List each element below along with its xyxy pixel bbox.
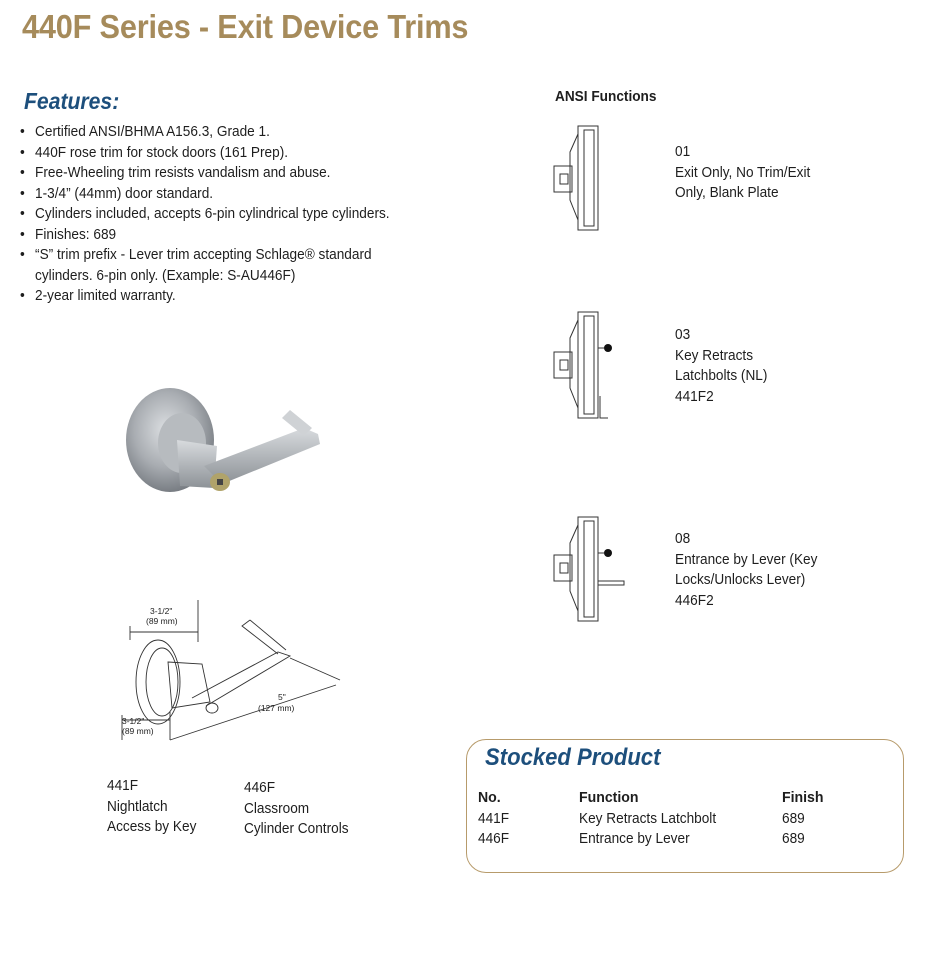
features-list bbox=[20, 122, 480, 307]
lever-trim-photo bbox=[122, 388, 322, 508]
function-01-diagram bbox=[550, 124, 610, 234]
stocked-cell: Entrance by Lever bbox=[579, 831, 690, 847]
depth-label: 5" bbox=[278, 692, 286, 702]
feature-item: • 2-year limited warranty. bbox=[20, 288, 176, 304]
feature-item: • “S” trim prefix - Lever trim accepting Schlage® standard bbox=[20, 247, 372, 263]
width-label: 3-1/2" bbox=[150, 606, 173, 616]
height-label: 3-1/2" bbox=[122, 716, 145, 726]
key-icon bbox=[604, 549, 612, 557]
dimension-drawing bbox=[110, 590, 350, 750]
caption-441f: 441F Nightlatch Access by Key bbox=[107, 778, 197, 835]
stocked-product-heading: Stocked Product bbox=[485, 744, 661, 771]
features-heading: Features: bbox=[24, 88, 120, 114]
function-03-diagram bbox=[550, 310, 620, 426]
feature-item: • Free-Wheeling trim resists vandalism and abuse. bbox=[20, 165, 331, 181]
feature-item: • Finishes: 689 bbox=[20, 226, 117, 243]
stocked-cell: 689 bbox=[782, 810, 805, 827]
height-mm: (89 mm) bbox=[122, 726, 154, 736]
stocked-header-no: No. bbox=[478, 789, 501, 806]
ansi-heading: ANSI Functions bbox=[555, 89, 657, 105]
stocked-header-finish: Finish bbox=[782, 789, 824, 806]
stocked-col-finish bbox=[782, 788, 824, 850]
stocked-header-function: Function bbox=[579, 789, 639, 806]
function-08-diagram bbox=[550, 515, 630, 625]
feature-item-continuation: cylinders. 6-pin only. (Example: S-AU446F) bbox=[35, 267, 296, 284]
function-03-text: 03 Key Retracts Latchbolts (NL) 441F2 bbox=[675, 327, 768, 405]
depth-mm: (127 mm) bbox=[258, 703, 295, 713]
function-01-text: 01 Exit Only, No Trim/Exit Only, Blank Plate bbox=[675, 144, 811, 201]
feature-item: • 440F rose trim for stock doors (161 Prep). bbox=[20, 144, 289, 161]
stocked-cell: 441F bbox=[478, 810, 510, 827]
function-08-text: 08 Entrance by Lever (Key Locks/Unlocks Lever) 446F2 bbox=[675, 531, 818, 609]
page-title: 440F Series - Exit Device Trims bbox=[22, 8, 469, 45]
stocked-col-function bbox=[579, 788, 716, 850]
key-icon bbox=[604, 344, 612, 352]
caption-446f: 446F Classroom Cylinder Controls bbox=[244, 780, 349, 837]
stocked-cell: 446F bbox=[478, 831, 510, 847]
stocked-cell: Key Retracts Latchbolt bbox=[579, 810, 717, 827]
feature-item: • Cylinders included, accepts 6-pin cylindrical type cylinders. bbox=[20, 206, 390, 222]
width-mm: (89 mm) bbox=[146, 616, 178, 626]
feature-item: • Certified ANSI/BHMA A156.3, Grade 1. bbox=[20, 124, 270, 140]
stocked-col-no bbox=[478, 788, 509, 850]
stocked-cell: 689 bbox=[782, 831, 805, 847]
feature-item: • 1-3/4” (44mm) door standard. bbox=[20, 185, 214, 202]
